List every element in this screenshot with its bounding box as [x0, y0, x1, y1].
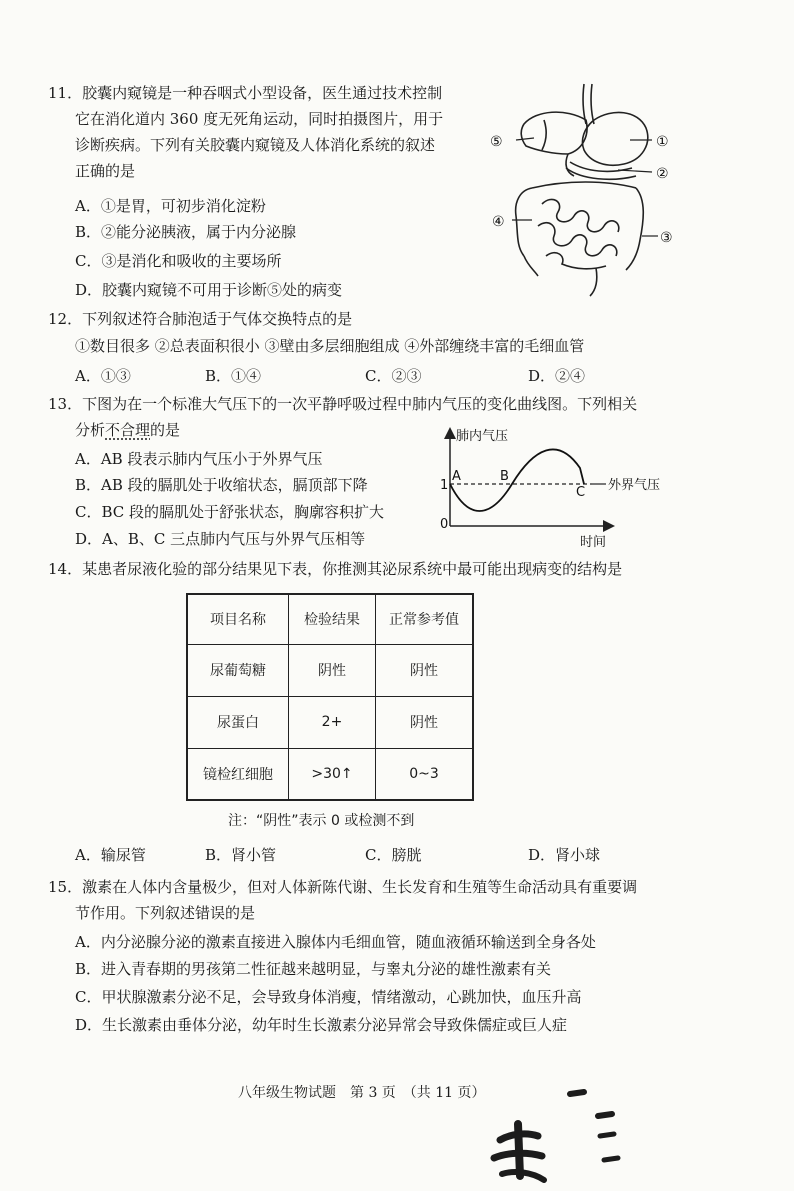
q12-option-c[interactable]: C．②③ — [365, 367, 422, 385]
q12-option-d[interactable]: D．②④ — [528, 367, 586, 385]
pressure-curve — [450, 449, 584, 511]
q14-option-c[interactable]: C．膀胱 — [365, 846, 422, 864]
table-header: 项目名称 — [187, 594, 289, 644]
q11-line-1: 11．胶囊内窥镜是一种吞咽式小型设备，医生通过技术控制 — [48, 84, 443, 102]
page-footer: 八年级生物试题 第 3 页 （共 11 页） — [238, 1085, 486, 1101]
table-cell: 2+ — [289, 696, 376, 748]
graph-tick-1: 1 — [440, 478, 449, 493]
q14-option-d[interactable]: D．肾小球 — [528, 846, 601, 864]
q14-stem: 14．某患者尿液化验的部分结果见下表，你推测其泌尿系统中最可能出现病变的结构是 — [48, 560, 623, 578]
graph-point-a: A — [452, 469, 461, 484]
table-cell: 镜检红细胞 — [187, 748, 289, 800]
q11-option-d[interactable]: D．胶囊内窥镜不可用于诊断⑤处的病变 — [75, 281, 343, 299]
urinalysis-table — [186, 593, 474, 801]
figure-label-3: ③ — [660, 230, 673, 246]
q13-option-b[interactable]: B．AB 段的膈肌处于收缩状态，膈顶部下降 — [75, 476, 368, 494]
q15-option-a[interactable]: A．内分泌腺分泌的激素直接进入腺体内毛细血管，随血液循环输送到全身各处 — [75, 933, 596, 951]
table-cell: >30↑ — [289, 748, 376, 800]
table-header: 检验结果 — [289, 594, 376, 644]
q12-stem: 12．下列叙述符合肺泡适于气体交换特点的是 — [48, 310, 353, 328]
graph-xlabel: 时间 — [580, 535, 607, 550]
table-note: 注：“阴性”表示 0 或检测不到 — [228, 813, 415, 829]
graph-point-c: C — [576, 485, 586, 500]
table-row — [187, 696, 473, 748]
q12-option-b[interactable]: B．①④ — [205, 367, 262, 385]
table-cell: 阴性 — [376, 644, 474, 696]
graph-origin: 0 — [440, 517, 449, 532]
graph-point-b: B — [500, 469, 509, 484]
figure-label-2: ② — [656, 166, 669, 182]
q13-line-2 — [75, 417, 180, 443]
q14-option-a[interactable]: A．输尿管 — [75, 846, 146, 864]
q15-option-b[interactable]: B．进入青春期的男孩第二性征越来越明显，与睾丸分泌的雄性激素有关 — [75, 960, 552, 978]
q13-option-d[interactable]: D．A、B、C 三点肺内气压与外界气压相等 — [75, 530, 366, 548]
q13-line-2-before: 分析 — [75, 421, 106, 439]
q11-option-b[interactable]: B．②能分泌胰液，属于内分泌腺 — [75, 223, 297, 241]
q15-option-d[interactable]: D．生长激素由垂体分泌，幼年时生长激素分泌异常会导致侏儒症或巨人症 — [75, 1016, 568, 1034]
graph-ylabel: 肺内气压 — [456, 429, 509, 444]
graph-ref-label: 外界气压 — [608, 478, 661, 493]
figure-label-1: ① — [656, 134, 669, 150]
table-row — [187, 748, 473, 800]
q11-line-3: 诊断疾病。下列有关胶囊内窥镜及人体消化系统的叙述 — [75, 136, 436, 154]
q15-line-1: 15．激素在人体内含量极少，但对人体新陈代谢、生长发育和生殖等生命活动具有重要调 — [48, 878, 638, 896]
table-cell: 阴性 — [289, 644, 376, 696]
table-cell: 尿蛋白 — [187, 696, 289, 748]
table-row — [187, 644, 473, 696]
q11-line-4: 正确的是 — [75, 162, 136, 180]
q11-option-c[interactable]: C．③是消化和吸收的主要场所 — [75, 252, 282, 270]
lung-pressure-graph — [434, 424, 684, 550]
q13-emphasis: 不合理 — [105, 421, 151, 439]
q13-line-2-after: 的是 — [150, 421, 181, 439]
table-cell: 阴性 — [376, 696, 474, 748]
table-header: 正常参考值 — [376, 594, 474, 644]
table-cell: 0~3 — [376, 748, 474, 800]
q15-option-c[interactable]: C．甲状腺激素分泌不足，会导致身体消瘦，情绪激动，心跳加快，血压升高 — [75, 988, 582, 1006]
table-cell: 尿葡萄糖 — [187, 644, 289, 696]
figure-label-4: ④ — [492, 214, 505, 230]
q11-option-a[interactable]: A．①是胃，可初步消化淀粉 — [75, 197, 266, 215]
figure-label-5: ⑤ — [490, 134, 503, 150]
q13-line-1: 13．下图为在一个标准大气压下的一次平静呼吸过程中肺内气压的变化曲线图。下列相关 — [48, 395, 638, 413]
handwritten-marks — [480, 1080, 640, 1188]
q12-option-a[interactable]: A．①③ — [75, 367, 131, 385]
q13-option-c[interactable]: C．BC 段的膈肌处于舒张状态，胸廓容积扩大 — [75, 503, 385, 521]
q13-option-a[interactable]: A．AB 段表示肺内气压小于外界气压 — [75, 450, 323, 468]
q15-line-2: 节作用。下列叙述错误的是 — [75, 904, 256, 922]
q14-option-b[interactable]: B．肾小管 — [205, 846, 277, 864]
digestive-system-figure — [486, 80, 686, 300]
table-header-row — [187, 594, 473, 644]
q12-items: ①数目很多 ②总表面积很小 ③壁由多层细胞组成 ④外部缠绕丰富的毛细血管 — [75, 337, 585, 355]
q11-line-2: 它在消化道内 360 度无死角运动，同时拍摄图片，用于 — [75, 110, 444, 128]
